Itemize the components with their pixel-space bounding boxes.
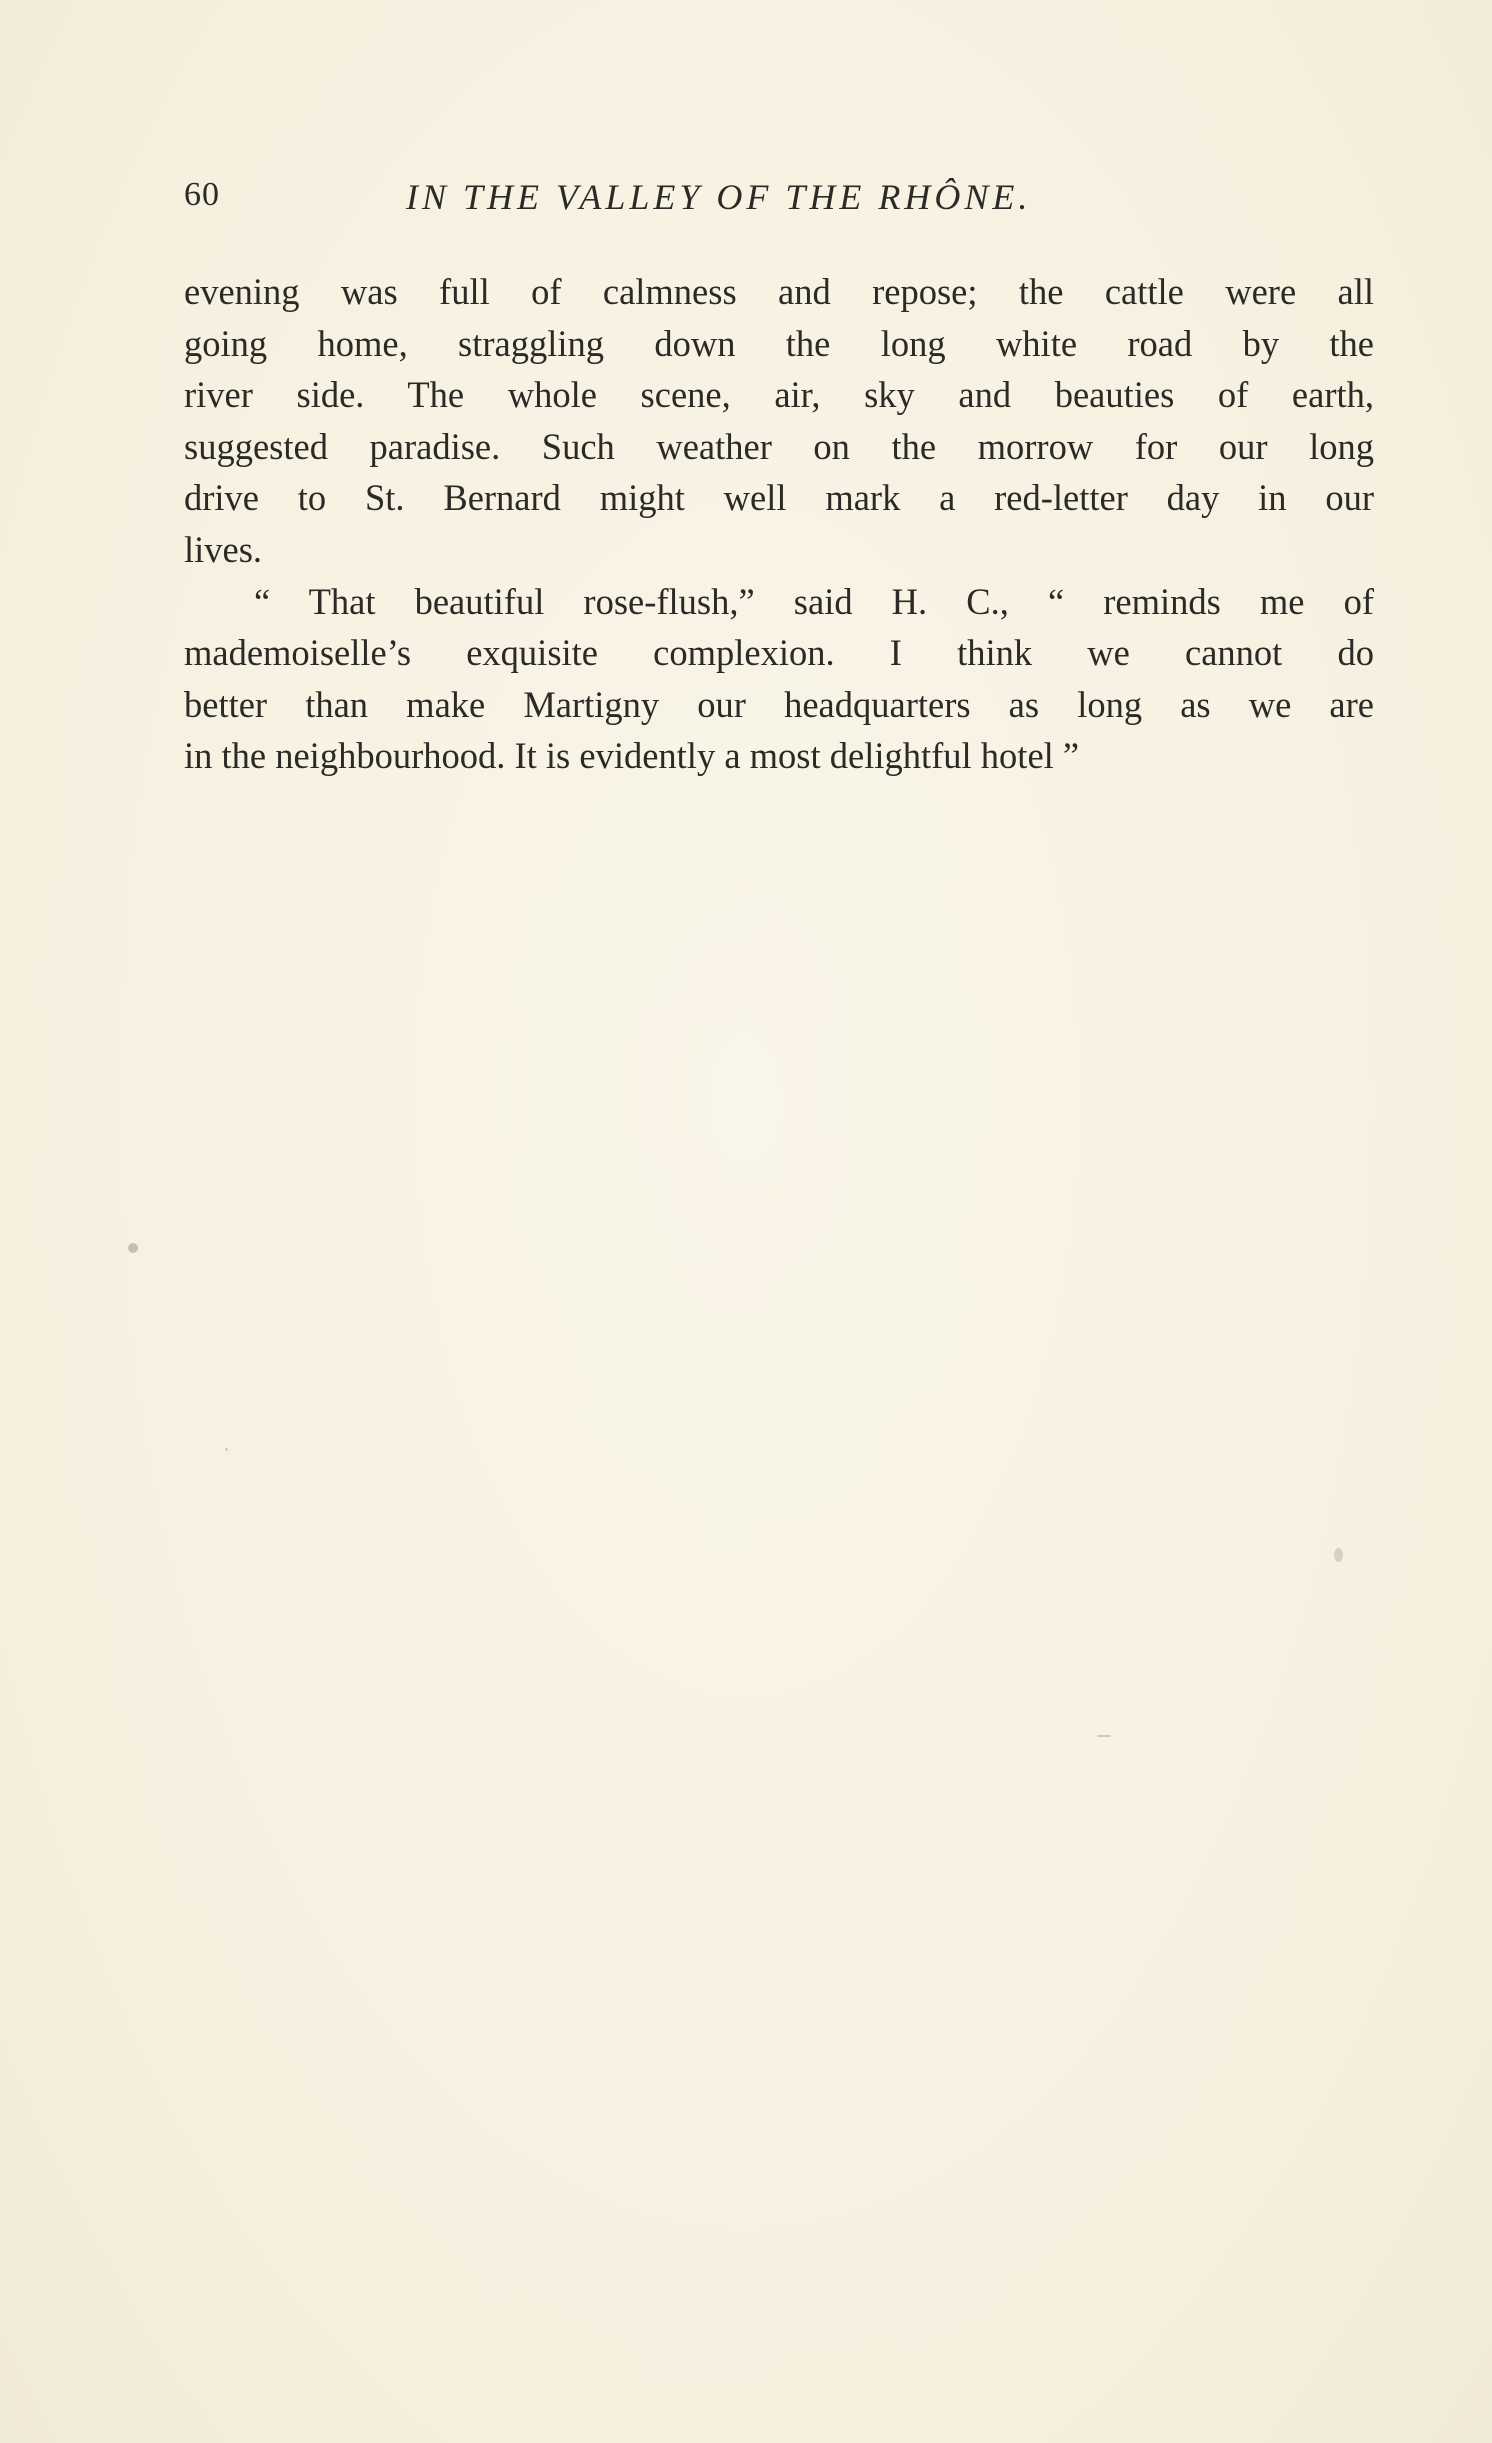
text-line: evening was full of calmness and repose; the cattle were all [184, 271, 1374, 312]
text-line: “ That beautiful rose-flush,” said H. C., “ reminds me of [254, 580, 1374, 622]
text-line: in the neighbourhood. It is evidently a most delightful hotel ” [184, 735, 1080, 777]
paper-speck [1097, 1735, 1111, 1737]
text-line: lives. [184, 528, 263, 570]
running-head [184, 176, 1374, 226]
text-line: mademoiselle’s exquisite complexion. I think we cannot do [184, 632, 1374, 674]
text-line: suggested paradise. Such weather on the morrow for our long [184, 425, 1374, 467]
text-line: drive to St. Bernard might well mark a red-letter day in our [184, 477, 1374, 519]
text-line: better than make Martigny our headquarters as long as we are [184, 683, 1374, 725]
text-line: going home, straggling down the long white road by the [184, 322, 1374, 364]
paper-speck [225, 1448, 228, 1451]
text-line: river side. The whole scene, air, sky and beauties of earth, [184, 374, 1374, 416]
running-title: IN THE VALLEY OF THE RHÔNE. [406, 177, 1032, 217]
paper-speck [128, 1243, 138, 1253]
paper-speck [1334, 1548, 1343, 1562]
page-number: 60 [184, 176, 220, 213]
body-text [184, 266, 1374, 782]
